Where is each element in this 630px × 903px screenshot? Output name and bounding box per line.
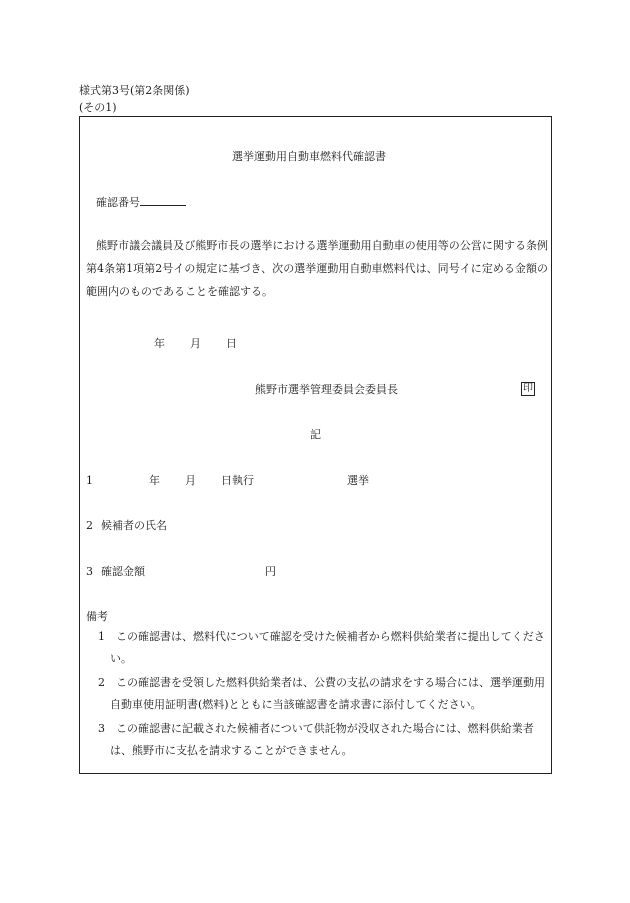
- item1-election: 選挙: [347, 474, 369, 487]
- remarks-heading: 備考: [86, 610, 108, 623]
- confirmation-number-blank: [140, 195, 186, 206]
- form-sub-label: (その1): [79, 101, 117, 114]
- issuer-name: 熊野市選挙管理委員会委員長: [255, 383, 398, 396]
- item1-month: 月: [185, 474, 196, 487]
- item3-unit: 円: [265, 565, 276, 578]
- confirmation-number-label: [96, 195, 186, 209]
- confirmation-number-text: 確認番号: [96, 196, 140, 209]
- item1-number: 1: [86, 474, 93, 487]
- item2-label: 候補者の氏名: [101, 519, 167, 532]
- item1-year: 年: [149, 474, 160, 487]
- item3-number: 3: [86, 565, 93, 578]
- form-label: 様式第3号(第2条関係): [79, 84, 190, 97]
- body-paragraph: 熊野市議会議員及び熊野市長の選挙における選挙運動用自動車の使用等の公営に関する条例第4条第1項第2号イの規定に基づき、次の選挙運動用自動車燃料代は、同号イに定める金額の範囲内のものであることを確認する。: [86, 239, 548, 298]
- ki-heading: 記: [310, 428, 321, 441]
- item3-label: 確認金額: [101, 565, 145, 578]
- remark-note-2: 2 この確認書を受領した燃料供給業者は、公費の支払の請求をする場合には、選挙運動用自動車使用証明書(燃料)とともに当該確認書を請求書に添付してください。: [98, 676, 545, 711]
- remark-note-3: 3 この確認書に記載された候補者について供託物が没収された場合には、燃料供給業者は、熊野市に支払を請求することができません。: [98, 722, 534, 757]
- date-month: 月: [190, 337, 201, 350]
- seal-mark: 印: [523, 383, 533, 394]
- date-day: 日: [226, 337, 237, 350]
- document-title: 選挙運動用自動車燃料代確認書: [232, 150, 386, 163]
- item1-day-exec: 日執行: [221, 474, 254, 487]
- item2-number: 2: [86, 519, 93, 532]
- date-year: 年: [154, 337, 165, 350]
- remark-note-1: 1 この確認書は、燃料代について確認を受けた候補者から燃料供給業者に提出してください。: [98, 630, 545, 665]
